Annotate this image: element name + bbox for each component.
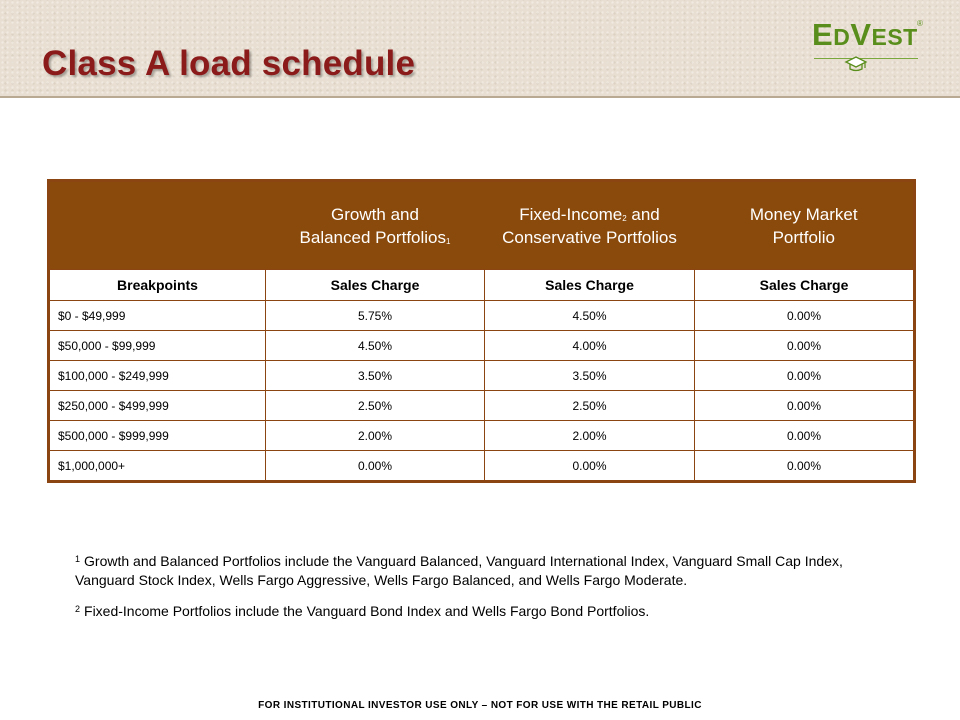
table-row <box>49 391 915 421</box>
charge-cell: 4.00% <box>485 331 695 361</box>
charge-cell: 4.50% <box>485 301 695 331</box>
table-row <box>49 451 915 482</box>
charge-cell: 2.00% <box>485 421 695 451</box>
header-empty <box>49 181 266 270</box>
subheader-sales-charge: Sales Charge <box>485 270 695 301</box>
charge-cell: 5.75% <box>266 301 485 331</box>
breakpoint-cell: $0 - $49,999 <box>49 301 266 331</box>
charge-cell: 3.50% <box>266 361 485 391</box>
header-fixed-income: Fixed-Income$^2$ and Conservative Portfolios <box>485 181 695 270</box>
header-divider <box>0 96 960 98</box>
charge-cell: 0.00% <box>695 421 915 451</box>
registered-mark: ® <box>917 19 923 28</box>
edvest-logo <box>812 18 924 80</box>
charge-cell: 2.50% <box>266 391 485 421</box>
breakpoint-cell: $500,000 - $999,999 <box>49 421 266 451</box>
charge-cell: 3.50% <box>485 361 695 391</box>
breakpoint-cell: $1,000,000+ <box>49 451 266 482</box>
charge-cell: 0.00% <box>485 451 695 482</box>
table-header-row <box>49 181 915 270</box>
charge-cell: 0.00% <box>266 451 485 482</box>
load-schedule-table <box>47 179 916 483</box>
subheader-breakpoints: Breakpoints <box>49 270 266 301</box>
charge-cell: 0.00% <box>695 331 915 361</box>
header-money-market: Money Market Portfolio <box>695 181 915 270</box>
charge-cell: 0.00% <box>695 361 915 391</box>
footnote-2: $^2$ Fixed-Income Portfolios include the Vanguard Bond Index and Wells Fargo Bond Portfolios. <box>75 603 650 619</box>
charge-cell: 4.50% <box>266 331 485 361</box>
table-row <box>49 301 915 331</box>
breakpoint-cell: $250,000 - $499,999 <box>49 391 266 421</box>
subheader-sales-charge: Sales Charge <box>695 270 915 301</box>
footnotes <box>75 552 895 633</box>
header-growth-balanced: Growth and Balanced Portfolios$^1$ <box>266 181 485 270</box>
graduation-cap-icon <box>844 55 868 75</box>
charge-cell: 0.00% <box>695 301 915 331</box>
charge-cell: 0.00% <box>695 451 915 482</box>
breakpoint-cell: $50,000 - $99,999 <box>49 331 266 361</box>
charge-cell: 0.00% <box>695 391 915 421</box>
subheader-row <box>49 270 915 301</box>
breakpoint-cell: $100,000 - $249,999 <box>49 361 266 391</box>
logo-wordmark: EDVEST <box>812 17 918 52</box>
disclaimer-footer: FOR INSTITUTIONAL INVESTOR USE ONLY – NOT FOR USE WITH THE RETAIL PUBLIC <box>258 700 702 711</box>
charge-cell: 2.00% <box>266 421 485 451</box>
page-title: Class A load schedule <box>42 44 416 83</box>
subheader-sales-charge: Sales Charge <box>266 270 485 301</box>
footnote-1: $^1$ Growth and Balanced Portfolios include the Vanguard Balanced, Vanguard International Index, Vanguard Small Cap Index, Vanguard Stock Index, Wells Fargo Aggressive, Wells Fargo Balanced, and Wells Fargo Moderate. <box>75 553 843 588</box>
table-row <box>49 421 915 451</box>
table-row <box>49 331 915 361</box>
charge-cell: 2.50% <box>485 391 695 421</box>
table-row <box>49 361 915 391</box>
